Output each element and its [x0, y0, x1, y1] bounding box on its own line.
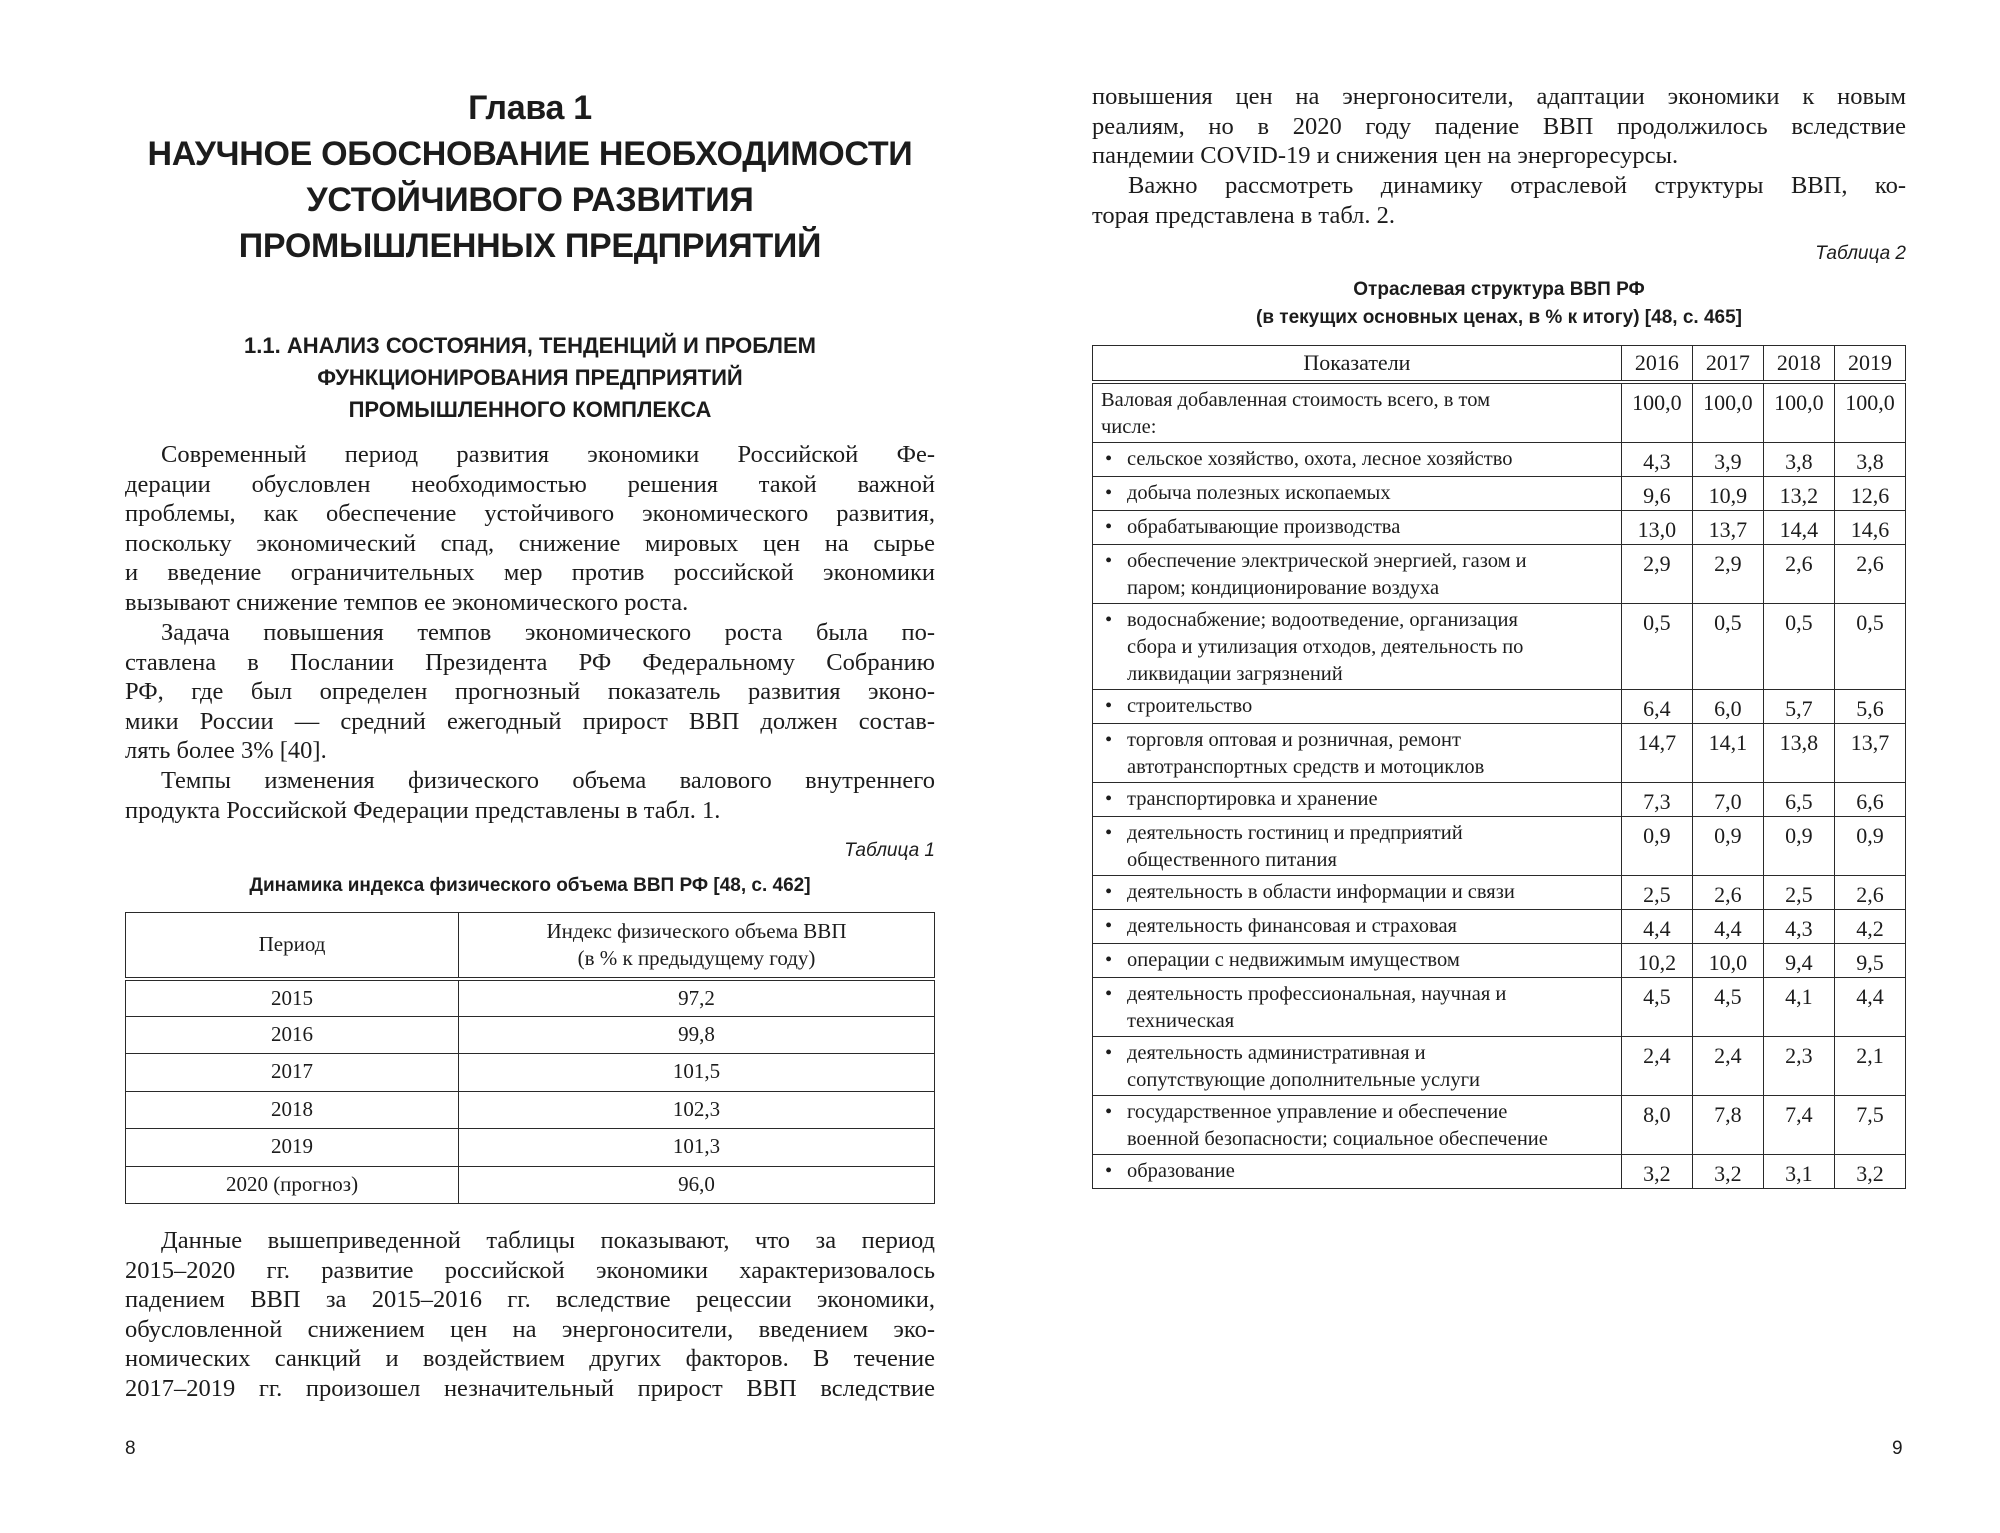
period-cell: 2015: [126, 979, 459, 1017]
table-row: [1093, 977, 1906, 1036]
value-cell: 7,3: [1621, 782, 1692, 816]
text-line: пандемии COVID-19 и снижения цен на энергоресурсы.: [1092, 142, 1679, 170]
table2-caption: [1092, 276, 1906, 332]
chapter-number: Глава 1: [468, 89, 592, 127]
indicator-label: деятельность гостиниц и предприятий общественного питания: [1127, 821, 1463, 871]
bullet-marker: •: [1105, 481, 1113, 504]
value-cell: 99,8: [459, 1016, 935, 1054]
value-cell: 96,0: [459, 1166, 935, 1204]
bullet-marker: •: [1105, 728, 1113, 751]
indicator-cell: [1093, 943, 1622, 977]
period-cell: 2018: [126, 1091, 459, 1129]
table-row: [1093, 442, 1906, 476]
table-row: [1093, 476, 1906, 510]
indicator-label: транспортировка и хранение: [1127, 787, 1378, 810]
indicator-cell: [1093, 689, 1622, 723]
paragraph-modern-period: [125, 440, 935, 618]
value-cell: 2,9: [1692, 544, 1763, 603]
text-line: Важно рассмотреть динамику отраслевой структуры ВВП, ко-: [1128, 172, 1906, 199]
text-line: и введение ограничительных мер против российской экономики: [125, 559, 935, 587]
indicator-cell: [1093, 442, 1622, 476]
value-cell: 3,2: [1621, 1154, 1692, 1188]
bullet-marker: •: [1105, 608, 1113, 631]
value-cell: 0,9: [1621, 816, 1692, 875]
value-cell: 3,9: [1692, 442, 1763, 476]
table-row: [126, 979, 935, 1017]
value-cell: 10,2: [1621, 943, 1692, 977]
value-cell: 4,2: [1834, 909, 1905, 943]
table-row: [1093, 1154, 1906, 1188]
table-row: [1093, 510, 1906, 544]
indicator-label: добыча полезных ископаемых: [1127, 481, 1391, 504]
table2-caption-line-1: Отраслевая структура ВВП РФ: [1353, 279, 1645, 300]
value-cell: 100,0: [1834, 382, 1905, 443]
bullet-marker: •: [1105, 694, 1113, 717]
value-cell: 13,0: [1621, 510, 1692, 544]
value-cell: 4,5: [1692, 977, 1763, 1036]
value-cell: 14,1: [1692, 723, 1763, 782]
indicator-label: операции с недвижимым имуществом: [1127, 948, 1460, 971]
bullet-marker: •: [1105, 1041, 1113, 1064]
paragraph-growth-task: [125, 618, 935, 766]
value-cell: 101,3: [459, 1129, 935, 1167]
value-cell: 102,3: [459, 1091, 935, 1129]
header-indicator: Показатели: [1093, 346, 1622, 382]
text-line: Современный период развития экономики Российской Фе-: [161, 441, 935, 468]
right-page: [1000, 0, 2000, 1533]
value-cell: 0,5: [1834, 603, 1905, 689]
table-header-row: [1093, 346, 1906, 382]
indicator-label: Валовая добавленная стоимость всего, в том числе:: [1101, 388, 1491, 438]
value-cell: 7,0: [1692, 782, 1763, 816]
text-line: РФ, где был определен прогнозный показатель развития эконо-: [125, 678, 935, 706]
value-cell: 2,4: [1621, 1036, 1692, 1095]
header-year: 2016: [1621, 346, 1692, 382]
table2-caption-line-2: (в текущих основных ценах, в % к итогу) [48, с. 465]: [1256, 307, 1742, 328]
indicator-label: водоснабжение; водоотведение, организация сбора и утилизация отходов, деятельность по ликвидации загрязнений: [1127, 608, 1524, 685]
value-cell: 2,6: [1834, 875, 1905, 909]
value-cell: 2,6: [1834, 544, 1905, 603]
table-row: [1093, 1036, 1906, 1095]
page-number-right: 9: [1892, 1438, 1903, 1459]
value-cell: 4,3: [1621, 442, 1692, 476]
header-index-line-1: Индекс физического объема ВВП: [546, 918, 847, 943]
bullet-marker: •: [1105, 948, 1113, 971]
indicator-label: деятельность профессиональная, научная и техническая: [1127, 982, 1507, 1032]
value-cell: 0,5: [1763, 603, 1834, 689]
value-cell: 4,4: [1834, 977, 1905, 1036]
indicator-cell: [1093, 544, 1622, 603]
value-cell: 0,9: [1692, 816, 1763, 875]
table-row: [1093, 909, 1906, 943]
value-cell: 13,2: [1763, 476, 1834, 510]
indicator-label: строительство: [1127, 694, 1253, 717]
indicator-label: сельское хозяйство, охота, лесное хозяйство: [1127, 447, 1513, 470]
indicator-label: деятельность административная и сопутствующие дополнительные услуги: [1127, 1041, 1480, 1091]
period-cell: 2017: [126, 1054, 459, 1092]
value-cell: 9,6: [1621, 476, 1692, 510]
value-cell: 14,6: [1834, 510, 1905, 544]
indicator-cell: [1093, 816, 1622, 875]
table-row: [1093, 544, 1906, 603]
text-line: Задача повышения темпов экономического роста была по-: [161, 619, 935, 646]
paragraph-continuation: [1092, 82, 1906, 171]
header-index-line-2: (в % к предыдущему году): [577, 945, 816, 970]
indicator-cell: [1093, 782, 1622, 816]
gdp-structure-table: [1092, 345, 1906, 1189]
value-cell: 100,0: [1763, 382, 1834, 443]
period-cell: 2020 (прогноз): [126, 1166, 459, 1204]
table-row: [126, 1166, 935, 1204]
header-index: [459, 913, 935, 979]
value-cell: 2,6: [1692, 875, 1763, 909]
paragraph-structure-dynamics: [1092, 171, 1906, 230]
bullet-marker: •: [1105, 880, 1113, 903]
bullet-marker: •: [1105, 447, 1113, 470]
indicator-cell: [1093, 603, 1622, 689]
paragraph-gdp-rates: [125, 766, 935, 825]
section-title-line-2: ФУНКЦИОНИРОВАНИЯ ПРЕДПРИЯТИЙ: [317, 365, 743, 390]
chapter-title: [125, 85, 935, 269]
value-cell: 0,9: [1834, 816, 1905, 875]
table2-label: Таблица 2: [1815, 243, 1906, 264]
value-cell: 2,5: [1621, 875, 1692, 909]
text-line: Данные вышеприведенной таблицы показывают, что за период: [161, 1227, 935, 1254]
bullet-marker: •: [1105, 1100, 1113, 1123]
table-row: [126, 1016, 935, 1054]
indicator-label: образование: [1127, 1159, 1235, 1182]
value-cell: 6,5: [1763, 782, 1834, 816]
indicator-cell: [1093, 875, 1622, 909]
value-cell: 2,1: [1834, 1036, 1905, 1095]
header-year: 2019: [1834, 346, 1905, 382]
value-cell: 4,4: [1692, 909, 1763, 943]
value-cell: 6,6: [1834, 782, 1905, 816]
value-cell: 7,8: [1692, 1095, 1763, 1154]
bullet-marker: •: [1105, 982, 1113, 1005]
value-cell: 6,4: [1621, 689, 1692, 723]
indicator-label: торговля оптовая и розничная, ремонт автотранспортных средств и мотоциклов: [1127, 728, 1485, 778]
value-cell: 14,7: [1621, 723, 1692, 782]
indicator-cell: [1093, 382, 1622, 443]
text-line: 2015–2020 гг. развитие российской экономики характеризовалось: [125, 1256, 935, 1284]
section-title-line-1: 1.1. АНАЛИЗ СОСТОЯНИЯ, ТЕНДЕНЦИЙ И ПРОБЛЕМ: [244, 333, 816, 358]
table-row: [1093, 603, 1906, 689]
value-cell: 7,4: [1763, 1095, 1834, 1154]
value-cell: 4,5: [1621, 977, 1692, 1036]
value-cell: 4,4: [1621, 909, 1692, 943]
value-cell: 2,4: [1692, 1036, 1763, 1095]
text-line: Темпы изменения физического объема валового внутреннего: [161, 767, 935, 794]
text-line: поскольку экономический спад, снижение мировых цен на сырье: [125, 529, 935, 557]
value-cell: 13,8: [1763, 723, 1834, 782]
value-cell: 6,0: [1692, 689, 1763, 723]
table1-label: Таблица 1: [844, 840, 935, 861]
value-cell: 2,9: [1621, 544, 1692, 603]
table-row: [1093, 723, 1906, 782]
page-number-left: 8: [125, 1438, 136, 1459]
table-row: [126, 1054, 935, 1092]
indicator-cell: [1093, 510, 1622, 544]
value-cell: 3,1: [1763, 1154, 1834, 1188]
period-cell: 2019: [126, 1129, 459, 1167]
value-cell: 0,5: [1692, 603, 1763, 689]
table-row: [1093, 689, 1906, 723]
text-line: лять более 3% [40].: [125, 737, 327, 765]
value-cell: 13,7: [1692, 510, 1763, 544]
text-line: проблемы, как обеспечение устойчивого экономического развития,: [125, 500, 935, 528]
section-title-line-3: ПРОМЫШЛЕННОГО КОМПЛЕКСА: [348, 397, 712, 422]
chapter-heading-line-1: НАУЧНОЕ ОБОСНОВАНИЕ НЕОБХОДИМОСТИ: [147, 135, 913, 173]
table-row: [1093, 875, 1906, 909]
value-cell: 100,0: [1621, 382, 1692, 443]
value-cell: 4,1: [1763, 977, 1834, 1036]
table-row: [126, 1129, 935, 1167]
indicator-label: обрабатывающие производства: [1127, 515, 1401, 538]
indicator-cell: [1093, 476, 1622, 510]
table-row: [1093, 1095, 1906, 1154]
value-cell: 0,5: [1621, 603, 1692, 689]
value-cell: 12,6: [1834, 476, 1905, 510]
table-row: [1093, 816, 1906, 875]
value-cell: 3,2: [1834, 1154, 1905, 1188]
value-cell: 3,2: [1692, 1154, 1763, 1188]
table-row: [1093, 943, 1906, 977]
value-cell: 7,5: [1834, 1095, 1905, 1154]
indicator-label: обеспечение электрической энергией, газом и паром; кондиционирование воздуха: [1127, 549, 1527, 599]
bullet-marker: •: [1105, 821, 1113, 844]
gdp-index-table: [125, 912, 935, 1204]
paragraph-table-analysis: [125, 1226, 935, 1404]
indicator-cell: [1093, 1036, 1622, 1095]
indicator-label: государственное управление и обеспечение военной безопасности; социальное обеспечение: [1127, 1100, 1548, 1150]
text-line: мики России — средний ежегодный прирост ВВП должен состав-: [125, 707, 935, 735]
value-cell: 97,2: [459, 979, 935, 1017]
value-cell: 2,6: [1763, 544, 1834, 603]
section-title: [160, 330, 900, 426]
bullet-marker: •: [1105, 515, 1113, 538]
bullet-marker: •: [1105, 914, 1113, 937]
indicator-label: деятельность в области информации и связи: [1127, 880, 1515, 903]
header-period: Период: [126, 913, 459, 979]
text-line: продукта Российской Федерации представлены в табл. 1.: [125, 796, 721, 824]
value-cell: 2,5: [1763, 875, 1834, 909]
value-cell: 101,5: [459, 1054, 935, 1092]
indicator-cell: [1093, 1095, 1622, 1154]
value-cell: 0,9: [1763, 816, 1834, 875]
value-cell: 9,4: [1763, 943, 1834, 977]
chapter-heading-line-2: УСТОЙЧИВОГО РАЗВИТИЯ: [306, 181, 754, 219]
value-cell: 5,6: [1834, 689, 1905, 723]
indicator-cell: [1093, 1154, 1622, 1188]
text-line: 2017–2019 гг. произошел незначительный прирост ВВП вследствие: [125, 1374, 935, 1402]
value-cell: 10,0: [1692, 943, 1763, 977]
value-cell: 10,9: [1692, 476, 1763, 510]
value-cell: 14,4: [1763, 510, 1834, 544]
value-cell: 9,5: [1834, 943, 1905, 977]
indicator-cell: [1093, 909, 1622, 943]
table-row: [1093, 382, 1906, 443]
table-row: [1093, 782, 1906, 816]
value-cell: 13,7: [1834, 723, 1905, 782]
text-line: реалиям, но в 2020 году падение ВВП продолжилось вследствие: [1092, 112, 1906, 140]
value-cell: 100,0: [1692, 382, 1763, 443]
value-cell: 3,8: [1763, 442, 1834, 476]
indicator-cell: [1093, 977, 1622, 1036]
value-cell: 8,0: [1621, 1095, 1692, 1154]
table-row: [126, 1091, 935, 1129]
indicator-cell: [1093, 723, 1622, 782]
table1-caption: Динамика индекса физического объема ВВП РФ [48, с. 462]: [249, 875, 811, 896]
table-header-row: [126, 913, 935, 979]
bullet-marker: •: [1105, 787, 1113, 810]
text-line: падением ВВП за 2015–2016 гг. вследствие рецессии экономики,: [125, 1286, 935, 1314]
text-line: торая представлена в табл. 2.: [1092, 201, 1396, 229]
text-line: номических санкций и воздействием других факторов. В течение: [125, 1345, 935, 1373]
text-line: обусловленной снижением цен на энергоносители, введением эко-: [125, 1315, 935, 1343]
header-year: 2018: [1763, 346, 1834, 382]
bullet-marker: •: [1105, 549, 1113, 572]
text-line: дерации обусловлен необходимостью решения такой важной: [125, 470, 935, 498]
value-cell: 2,3: [1763, 1036, 1834, 1095]
indicator-label: деятельность финансовая и страховая: [1127, 914, 1457, 937]
value-cell: 4,3: [1763, 909, 1834, 943]
text-line: ставлена в Послании Президента РФ Федеральному Собранию: [125, 648, 935, 676]
text-line: повышения цен на энергоносители, адаптации экономики к новым: [1092, 83, 1906, 110]
header-year: 2017: [1692, 346, 1763, 382]
period-cell: 2016: [126, 1016, 459, 1054]
chapter-heading-line-3: ПРОМЫШЛЕННЫХ ПРЕДПРИЯТИЙ: [238, 227, 822, 265]
value-cell: 3,8: [1834, 442, 1905, 476]
text-line: вызывают снижение темпов ее экономического роста.: [125, 588, 689, 616]
value-cell: 5,7: [1763, 689, 1834, 723]
bullet-marker: •: [1105, 1159, 1113, 1182]
